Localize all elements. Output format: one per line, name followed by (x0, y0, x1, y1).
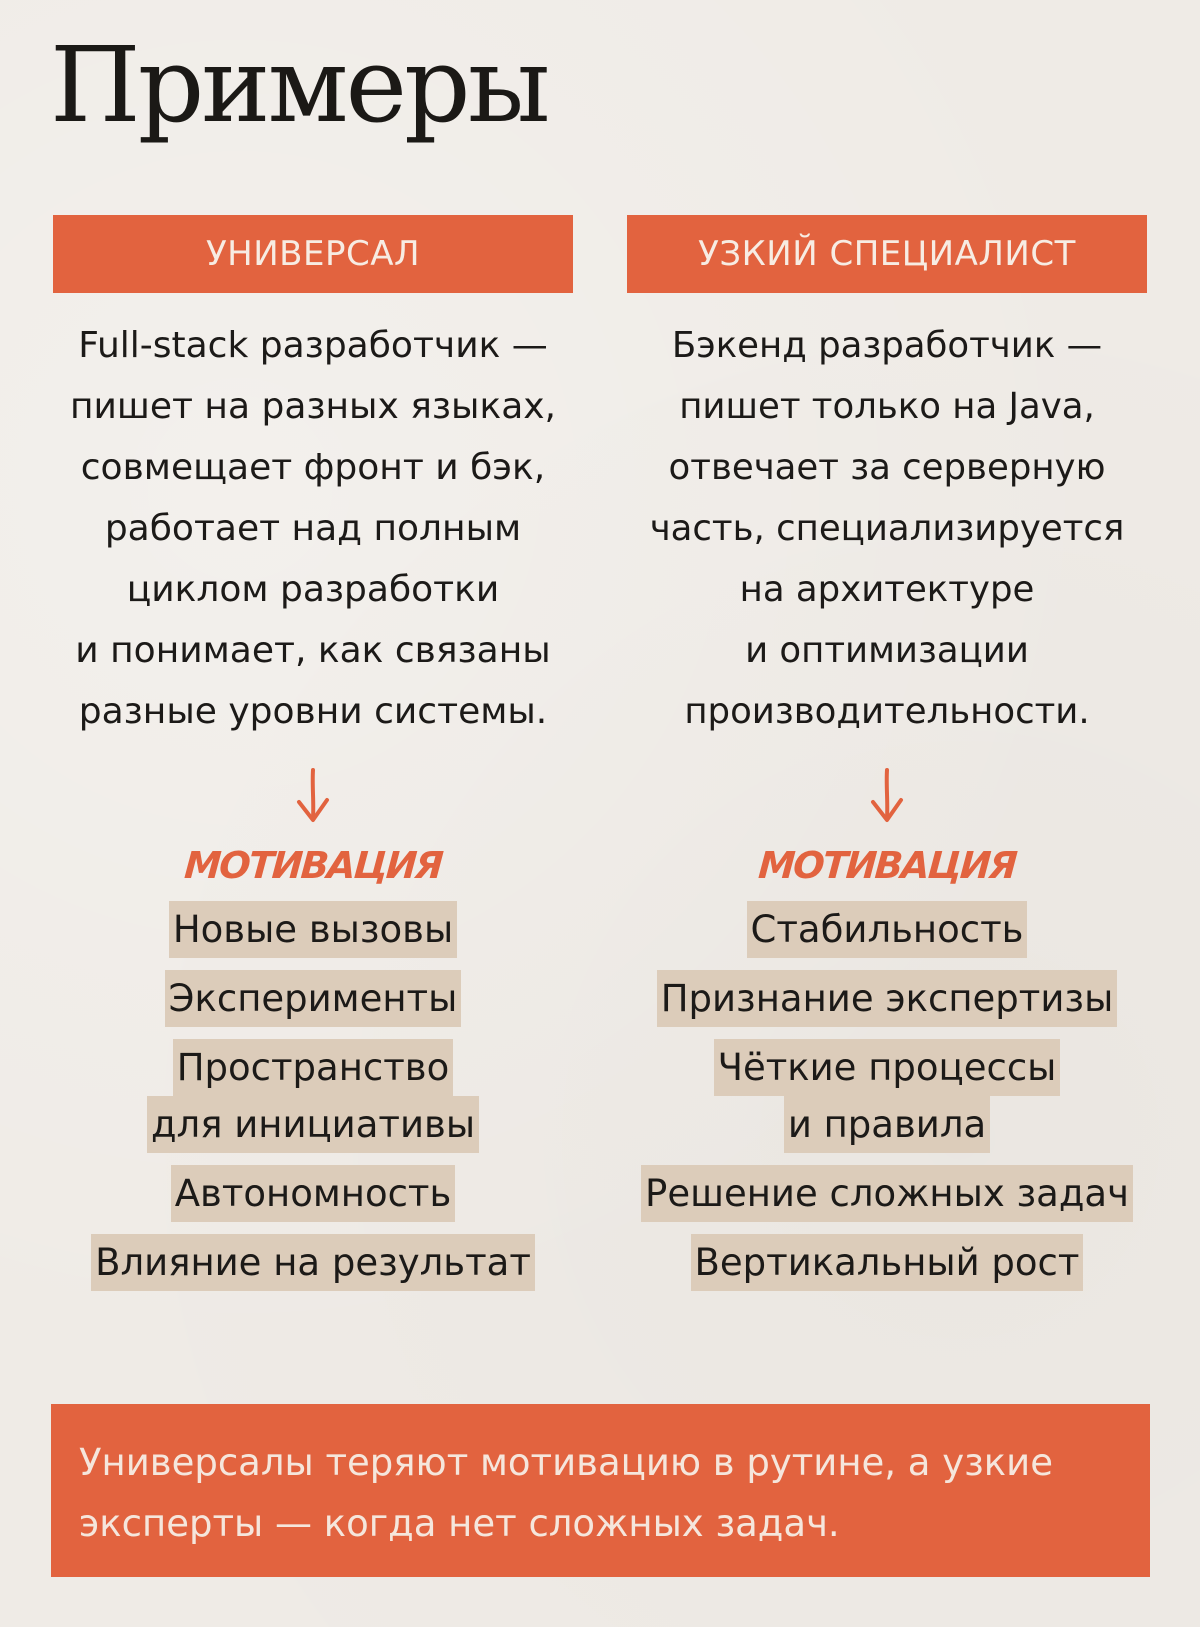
header-bar-specialist (627, 215, 1147, 293)
motivation-item-text: для инициативы (147, 1096, 479, 1153)
motivation-label-specialist: МОТИВАЦИЯ (756, 844, 1018, 887)
motivation-list-generalist (53, 901, 573, 1291)
motivation-item (171, 1165, 456, 1222)
motivation-list-specialist (627, 901, 1147, 1291)
description-specialist: Бэкенд разработчик — пишет только на Java, отвечает за серверную часть, специализируется на архитектуре и оптимизации производительности. (649, 325, 1125, 732)
motivation-item (641, 1165, 1133, 1222)
motivation-item (747, 901, 1028, 958)
motivation-item (165, 970, 462, 1027)
motivation-item-text: Эксперименты (165, 970, 462, 1027)
motivation-item-text: Решение сложных задач (641, 1165, 1133, 1222)
description-generalist: Full-stack разработчик — пишет на разных языках, совмещает фронт и бэк, работает над полным циклом разработки и понимает, как связаны разные уровни системы. (69, 325, 557, 732)
header-bar-generalist (53, 215, 573, 293)
page-title: Примеры (50, 24, 548, 146)
motivation-item (91, 1234, 535, 1291)
motivation-item (657, 970, 1118, 1027)
arrow-down-icon (291, 766, 335, 826)
motivation-item (147, 1039, 479, 1153)
motivation-item (169, 901, 457, 958)
arrow-down-icon (865, 766, 909, 826)
header-label-generalist: УНИВЕРСАЛ (205, 234, 421, 274)
motivation-label-generalist: МОТИВАЦИЯ (182, 844, 444, 887)
motivation-item-text: Вертикальный рост (691, 1234, 1084, 1291)
motivation-item-text: Стабильность (747, 901, 1028, 958)
motivation-item-text: Влияние на результат (91, 1234, 535, 1291)
footer-banner (51, 1404, 1150, 1577)
column-generalist (53, 215, 573, 1291)
motivation-item-text: Автономность (171, 1165, 456, 1222)
motivation-item (714, 1039, 1061, 1153)
motivation-item-text: Чёткие процессы (714, 1039, 1061, 1096)
motivation-item-text: Новые вызовы (169, 901, 457, 958)
footer-text: Универсалы теряют мотивацию в рутине, а узкие эксперты — когда нет сложных задач. (79, 1441, 1053, 1545)
header-label-specialist: УЗКИЙ СПЕЦИАЛИСТ (698, 234, 1076, 274)
motivation-item-text: Признание экспертизы (657, 970, 1118, 1027)
motivation-item-text: и правила (784, 1096, 990, 1153)
motivation-item (691, 1234, 1084, 1291)
motivation-item-text: Пространство (173, 1039, 454, 1096)
column-specialist (627, 215, 1147, 1291)
